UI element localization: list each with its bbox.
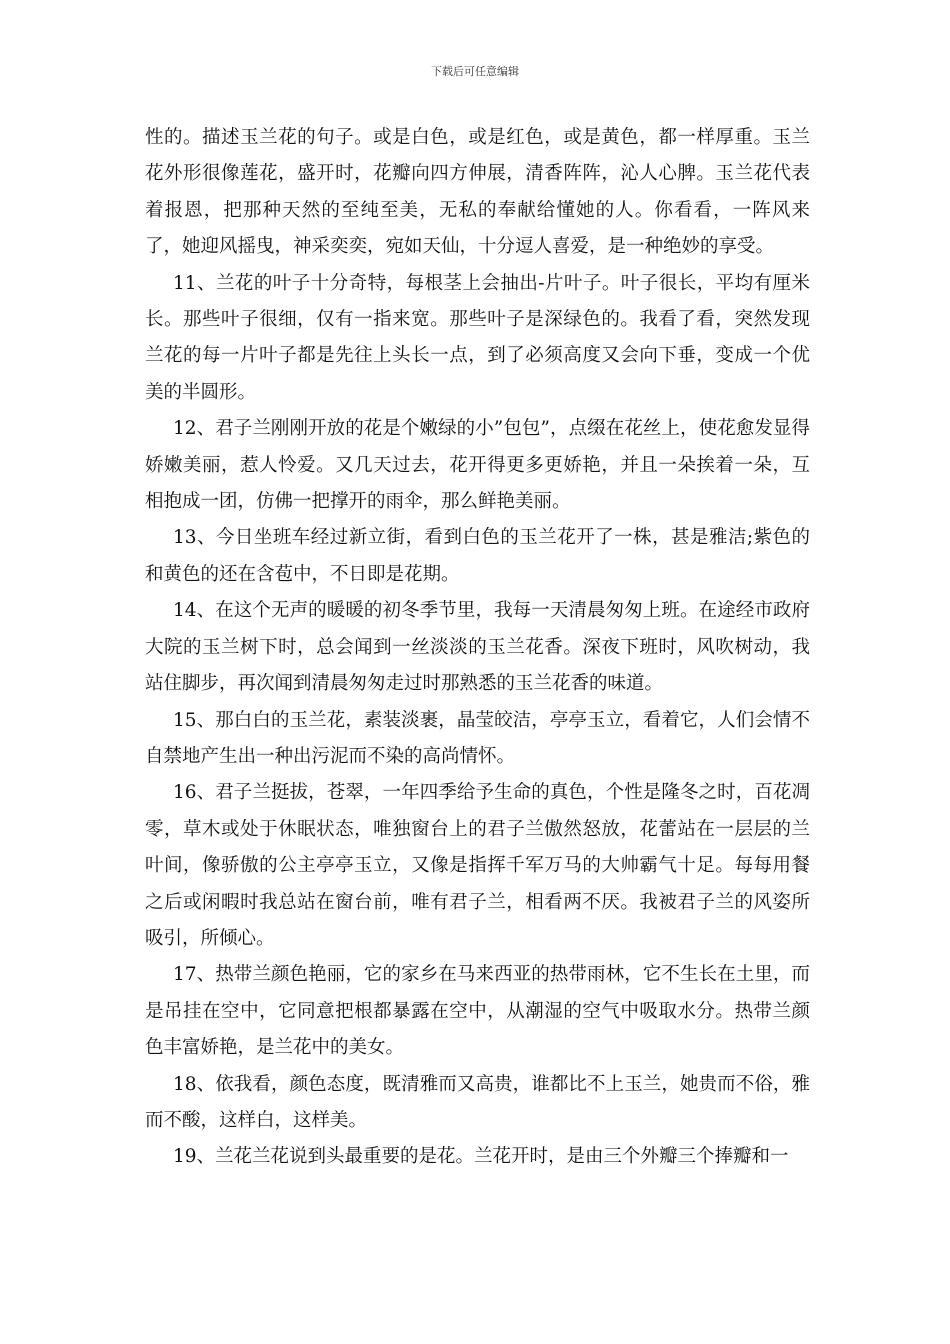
page-header: 下载后可任意编辑 (431, 65, 519, 78)
paragraph-11: 11、兰花的叶子十分奇特，每根茎上会抽出-片叶子。叶子很长，平均有厘米长。那些叶子很细，仅有一指来宽。那些叶子是深绿色的。我看了看，突然发现兰花的每一片叶子都是先往上头长一点，到了必须高度又会向下垂，变成一个优美的半圆形。 (145, 272, 810, 403)
paragraph-14: 14、在这个无声的暖暖的初冬季节里，我每一天清晨匆匆上班。在途经市政府大院的玉兰树下时，总会闻到一丝淡淡的玉兰花香。深夜下班时，风吹树动，我站住脚步，再次闻到清晨匆匆走过时那熟悉的玉兰花香的味道。 (145, 600, 810, 695)
paragraph-15: 15、那白白的玉兰花，素装淡裹，晶莹皎洁，亭亭玉立，看着它，人们会情不自禁地产生出一种出污泥而不染的高尚情怀。 (145, 709, 810, 767)
paragraph-17: 17、热带兰颜色艳丽，它的家乡在马来西亚的热带雨林，它不生长在土里，而是吊挂在空中，它同意把根都暴露在空中，从潮湿的空气中吸取水分。热带兰颜色丰富娇艳，是兰花中的美女。 (145, 964, 810, 1059)
paragraph-13: 13、今日坐班车经过新立街，看到白色的玉兰花开了一株，甚是雅洁;紫色的和黄色的还在含苞中，不日即是花期。 (145, 527, 810, 585)
paragraph-18: 18、依我看，颜色态度，既清雅而又高贵，谁都比不上玉兰，她贵而不俗，雅而不酸，这样白，这样美。 (145, 1073, 810, 1131)
paragraph-intro: 性的。描述玉兰花的句子。或是白色，或是红色，或是黄色，都一样厚重。玉兰花外形很像莲花，盛开时，花瓣向四方伸展，清香阵阵，沁人心脾。玉兰花代表着报恩，把那种天然的至纯至美，无私的奉献给懂她的人。你看看，一阵风来了，她迎风摇曳，神采奕奕，宛如天仙，十分逗人喜爱，是一种绝妙的享受。 (145, 127, 810, 258)
paragraph-16: 16、君子兰挺拔，苍翠，一年四季给予生命的真色，个性是隆冬之时，百花凋零，草木或处于休眠状态，唯独窗台上的君子兰傲然怒放，花蕾站在一层层的兰叶间，像骄傲的公主亭亭玉立，又像是指挥千军万马的大帅霸气十足。每每用餐之后或闲暇时我总站在窗台前，唯有君子兰，相看两不厌。我被君子兰的风姿所吸引，所倾心。 (145, 782, 810, 949)
document-body (145, 120, 810, 1176)
paragraph-12: 12、君子兰刚刚开放的花是个嫩绿的小”包包”，点缀在花丝上，使花愈发显得娇嫩美丽，惹人怜爱。又几天过去，花开得更多更娇艳，并且一朵挨着一朵，互相抱成一团，仿佛一把撑开的雨伞，那么鲜艳美丽。 (145, 418, 810, 513)
paragraph-19: 19、兰花兰花说到头最重要的是花。兰花开时，是由三个外瓣三个捧瓣和一 (173, 1146, 789, 1168)
